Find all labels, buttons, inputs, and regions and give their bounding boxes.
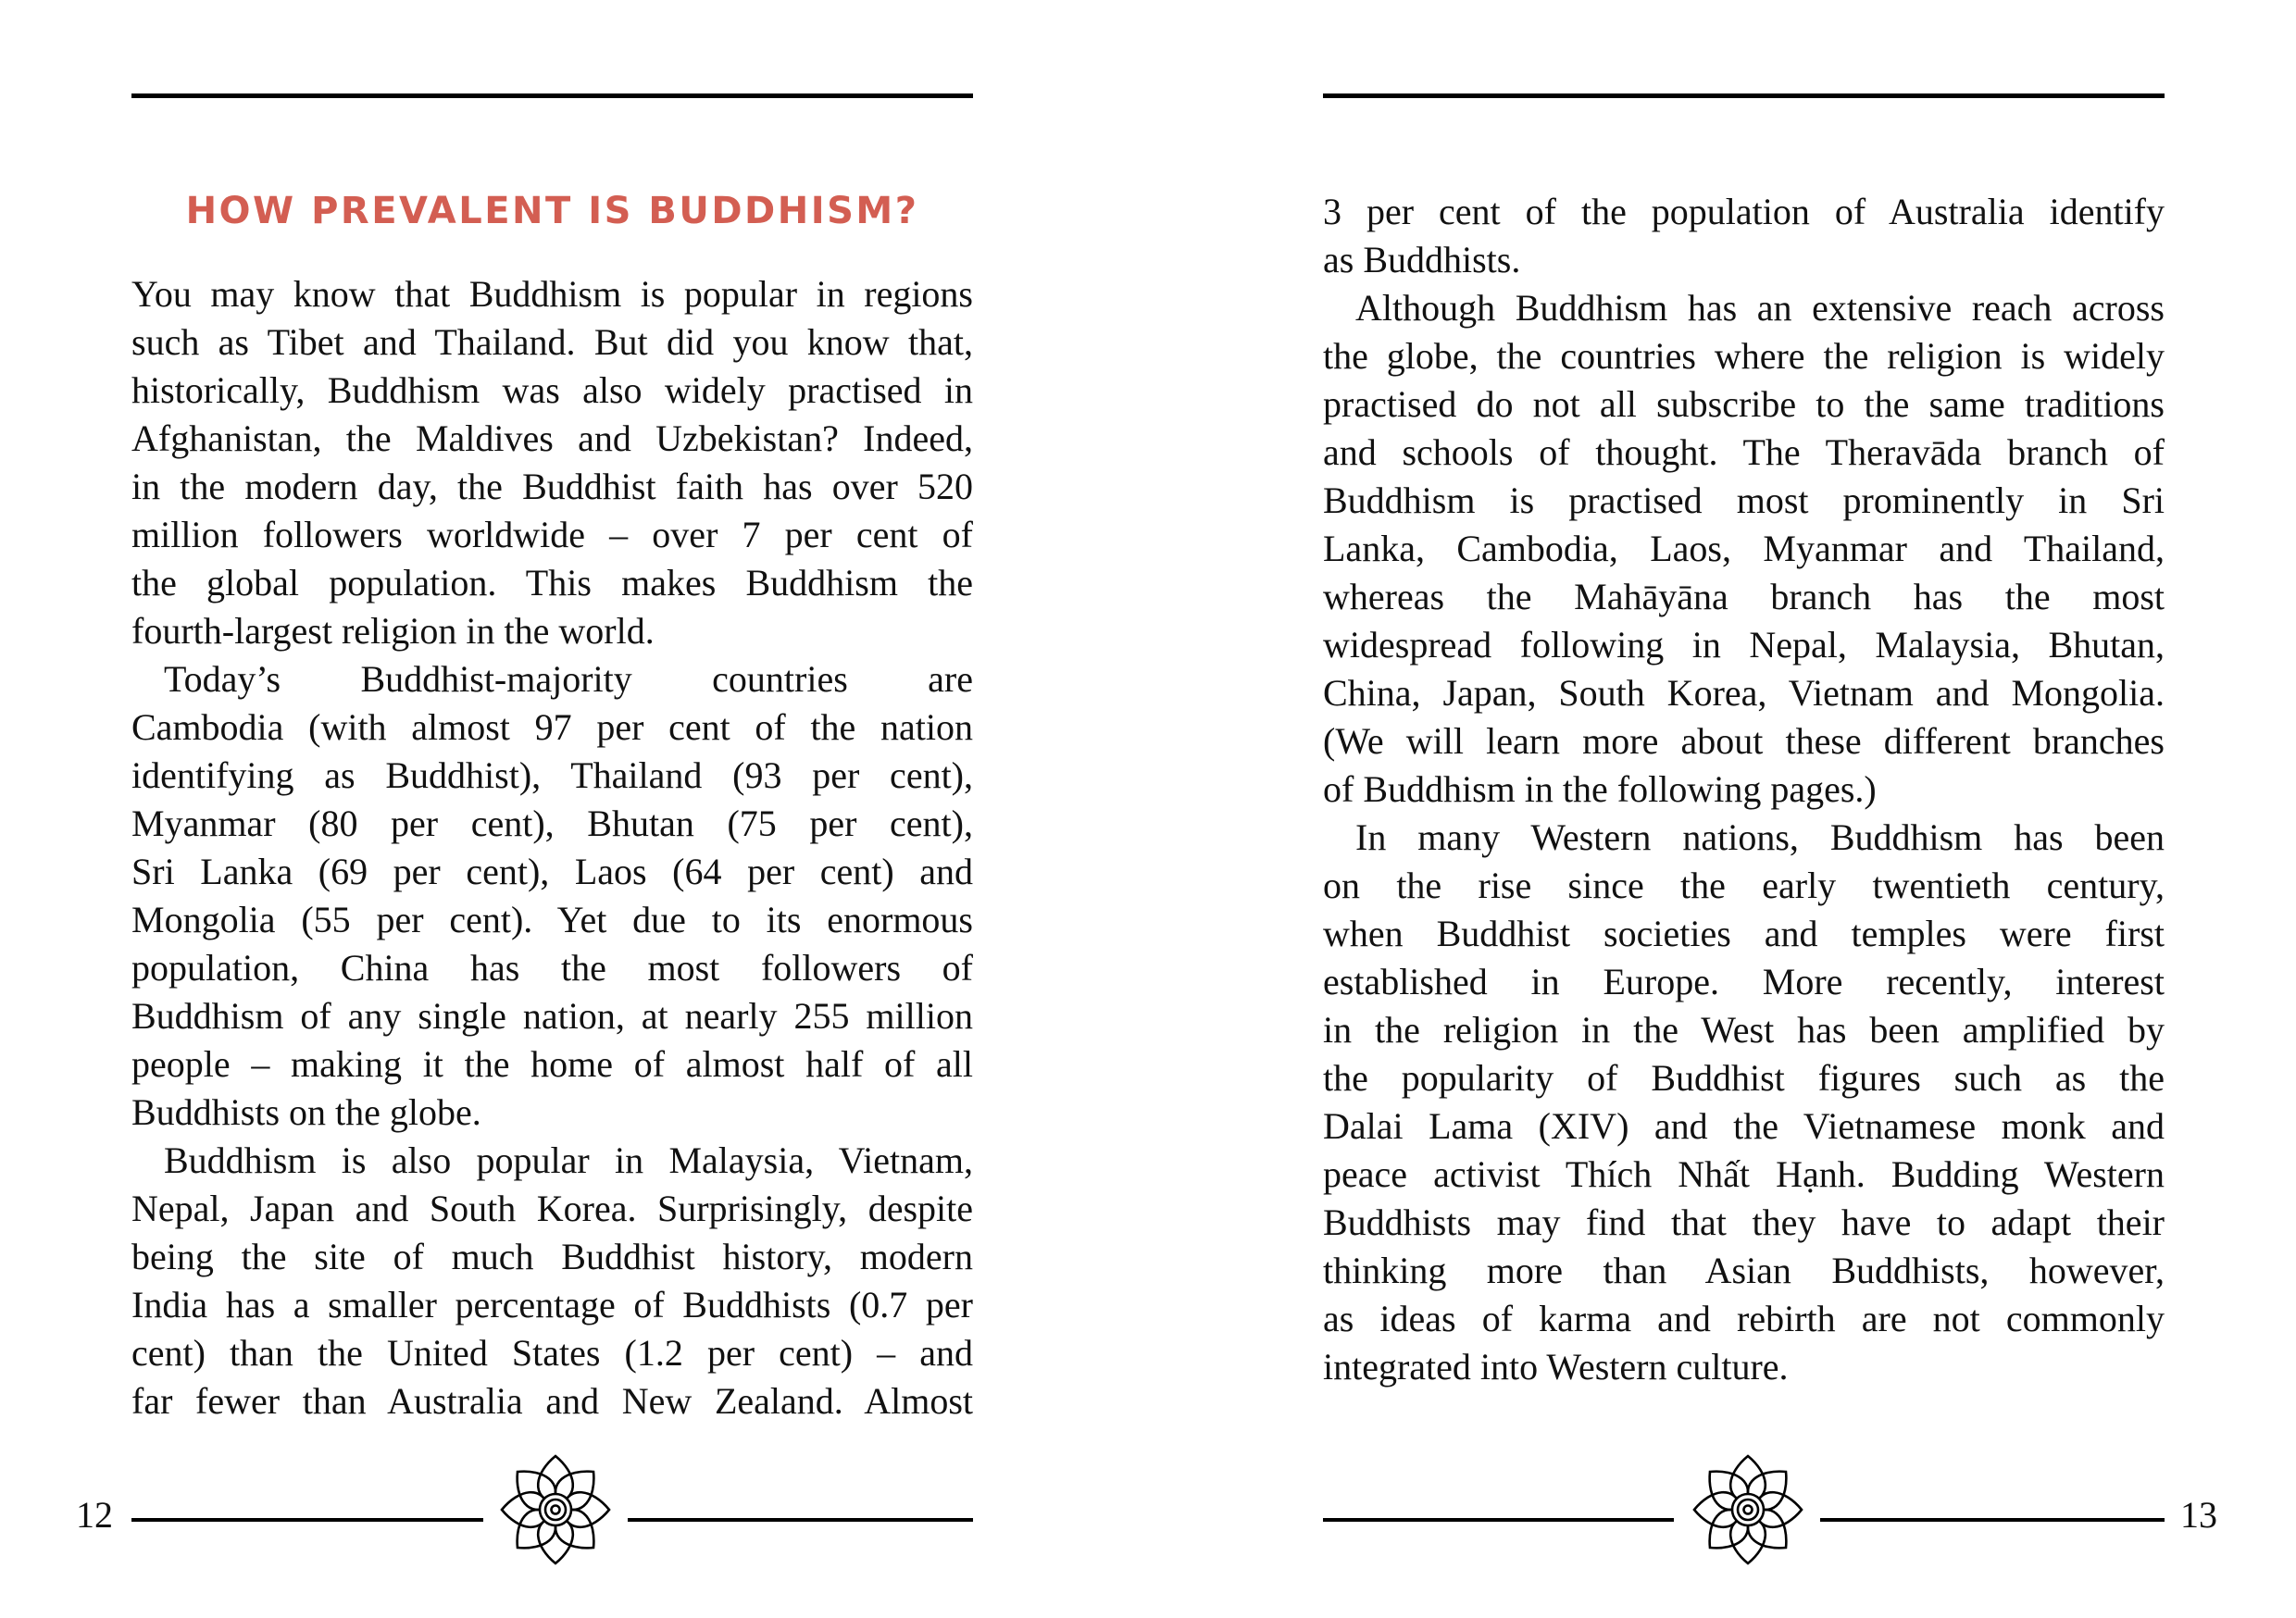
text-line: Buddhists may find that they have to adapt their bbox=[1323, 1201, 2165, 1243]
text-line: China, Japan, South Korea, Vietnam and Mongolia. bbox=[1323, 672, 2165, 714]
text-line: whereas the Mahāyāna branch has the most bbox=[1323, 576, 2165, 617]
text-line: million followers worldwide – over 7 per cent of bbox=[131, 514, 973, 555]
text-line: in the religion in the West has been amplified by bbox=[1323, 1009, 2165, 1051]
top-rule bbox=[1323, 93, 2165, 98]
text-line: practised do not all subscribe to the same traditions bbox=[1323, 383, 2165, 425]
text-line: the global population. This makes Buddhism the bbox=[131, 562, 973, 604]
page-number: 12 bbox=[76, 1494, 113, 1536]
text-line: Afghanistan, the Maldives and Uzbekistan? Indeed, bbox=[131, 417, 973, 459]
right-page bbox=[1148, 0, 2296, 1618]
text-line: of Buddhism in the following pages.) bbox=[1323, 768, 1877, 810]
bottom-rule-left bbox=[1323, 1518, 1674, 1522]
bottom-rule-left bbox=[131, 1518, 483, 1522]
text-line: Today’s Buddhist-majority countries are bbox=[164, 658, 973, 700]
text-line: Buddhism is practised most prominently in Sri bbox=[1323, 479, 2165, 521]
text-line: Although Buddhism has an extensive reach across bbox=[1355, 287, 2165, 329]
page-number: 13 bbox=[2180, 1494, 2217, 1536]
page-heading: HOW PREVALENT IS BUDDHISM? bbox=[185, 190, 919, 232]
text-line: India has a smaller percentage of Buddhists (0.7 per bbox=[131, 1284, 973, 1326]
text-line: Buddhists on the globe. bbox=[131, 1091, 481, 1133]
text-line: You may know that Buddhism is popular in regions bbox=[131, 273, 973, 315]
text-line: the globe, the countries where the religion is widely bbox=[1323, 335, 2165, 377]
text-line: Sri Lanka (69 per cent), Laos (64 per cent) and bbox=[131, 851, 973, 892]
text-line: population, China has the most followers of bbox=[131, 947, 973, 989]
text-line: established in Europe. More recently, interest bbox=[1323, 961, 2165, 1002]
text-line: thinking more than Asian Buddhists, however, bbox=[1323, 1250, 2165, 1291]
text-line: as ideas of karma and rebirth are not commonly bbox=[1323, 1298, 2165, 1339]
text-line: the popularity of Buddhist figures such as the bbox=[1323, 1057, 2165, 1099]
text-line: such as Tibet and Thailand. But did you know that, bbox=[131, 321, 973, 363]
bottom-rule-right bbox=[1820, 1518, 2165, 1522]
text-line: Buddhism of any single nation, at nearly 255 million bbox=[131, 995, 973, 1037]
text-line: (We will learn more about these different branches bbox=[1323, 720, 2165, 762]
text-line: Buddhism is also popular in Malaysia, Vietnam, bbox=[164, 1139, 973, 1181]
text-line: in the modern day, the Buddhist faith has over 520 bbox=[131, 466, 973, 507]
text-line: widespread following in Nepal, Malaysia, Bhutan, bbox=[1323, 624, 2165, 666]
lotus-mandala-icon bbox=[498, 1452, 613, 1567]
text-line: integrated into Western culture. bbox=[1323, 1346, 1789, 1388]
text-line: on the rise since the early twentieth century, bbox=[1323, 865, 2165, 906]
text-line: 3 per cent of the population of Australia identify bbox=[1323, 191, 2165, 232]
text-line: Nepal, Japan and South Korea. Surprisingly, despite bbox=[131, 1188, 973, 1229]
text-line: Myanmar (80 per cent), Bhutan (75 per cent), bbox=[131, 803, 973, 844]
text-line: peace activist Thích Nhất Hạnh. Budding Western bbox=[1323, 1153, 2165, 1195]
text-line: historically, Buddhism was also widely practised in bbox=[131, 369, 973, 411]
text-line: far fewer than Australia and New Zealand. Almost bbox=[131, 1380, 973, 1422]
text-line: as Buddhists. bbox=[1323, 239, 1521, 280]
text-line: people – making it the home of almost half of all bbox=[131, 1043, 973, 1085]
text-line: being the site of much Buddhist history, modern bbox=[131, 1236, 973, 1277]
text-line: and schools of thought. The Theravāda branch of bbox=[1323, 431, 2165, 473]
text-line: identifying as Buddhist), Thailand (93 per cent), bbox=[131, 754, 973, 796]
text-line: In many Western nations, Buddhism has been bbox=[1355, 816, 2165, 858]
text-line: when Buddhist societies and temples were first bbox=[1323, 913, 2165, 954]
text-line: cent) than the United States (1.2 per cent) – and bbox=[131, 1332, 973, 1374]
lotus-mandala-icon bbox=[1691, 1452, 1805, 1567]
text-line: Dalai Lama (XIV) and the Vietnamese monk and bbox=[1323, 1105, 2165, 1147]
text-line: Cambodia (with almost 97 per cent of the nation bbox=[131, 706, 973, 748]
text-line: Mongolia (55 per cent). Yet due to its enormous bbox=[131, 899, 973, 940]
top-rule bbox=[131, 93, 973, 98]
text-line: Lanka, Cambodia, Laos, Myanmar and Thailand, bbox=[1323, 528, 2165, 569]
bottom-rule-right bbox=[628, 1518, 973, 1522]
text-line: fourth-largest religion in the world. bbox=[131, 610, 655, 652]
